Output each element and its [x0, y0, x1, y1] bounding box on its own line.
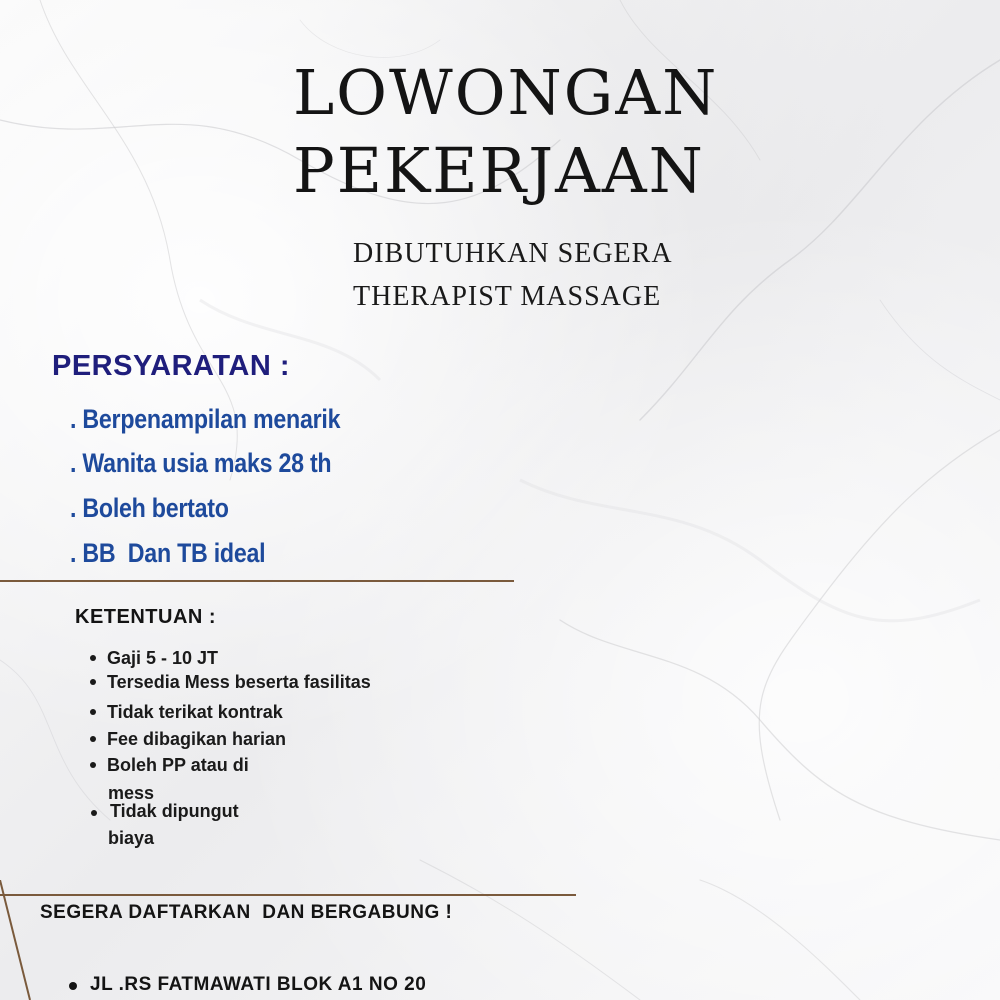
- subtitle-line-1: DIBUTUHKAN SEGERA: [353, 238, 673, 269]
- divider-line: [0, 894, 576, 896]
- requirement-item: . Boleh bertato: [70, 493, 229, 523]
- terms-list-item: [110, 800, 239, 822]
- terms-item-text: Tidak terikat kontrak: [107, 702, 283, 722]
- bullet-icon: [90, 655, 96, 661]
- terms-item-text: Fee dibagikan harian: [107, 729, 287, 749]
- page-title-line-2: PEKERJAAN: [293, 134, 705, 207]
- corner-decoration: [0, 880, 60, 1000]
- subtitle-line-2: THERAPIST MASSAGE: [353, 281, 662, 312]
- terms-item-text: Tidak dipungut: [110, 801, 239, 821]
- terms-item-text: Boleh PP atau di: [107, 755, 249, 775]
- bullet-icon: [90, 709, 96, 715]
- address-text: JL .RS FATMAWATI BLOK A1 NO 20: [90, 974, 427, 995]
- requirement-item: . BB Dan TB ideal: [70, 538, 266, 568]
- call-to-action: SEGERA DAFTARKAN DAN BERGABUNG !: [40, 902, 453, 923]
- bullet-icon: [69, 982, 77, 990]
- bullet-icon: [90, 679, 96, 685]
- bullet-icon: [90, 736, 96, 742]
- terms-list-item: [107, 671, 371, 693]
- terms-item-text: Gaji 5 - 10 JT: [107, 648, 219, 668]
- bullet-icon: [91, 810, 97, 816]
- terms-list-item: [107, 754, 249, 776]
- requirements-heading: PERSYARATAN :: [52, 350, 290, 382]
- terms-list-item: [107, 728, 286, 750]
- page-title-line-1: LOWONGAN: [293, 56, 719, 129]
- terms-list-item: [107, 647, 218, 669]
- terms-heading: KETENTUAN :: [75, 606, 217, 628]
- requirement-item: . Wanita usia maks 28 th: [70, 448, 332, 478]
- terms-item-text: Tersedia Mess beserta fasilitas: [107, 672, 371, 692]
- bullet-icon: [90, 762, 96, 768]
- terms-item-continuation: mess: [108, 783, 155, 803]
- terms-item-continuation: biaya: [108, 828, 155, 848]
- divider-line: [0, 580, 514, 582]
- terms-list-item: [107, 701, 283, 723]
- requirement-item: . Berpenampilan menarik: [70, 404, 341, 434]
